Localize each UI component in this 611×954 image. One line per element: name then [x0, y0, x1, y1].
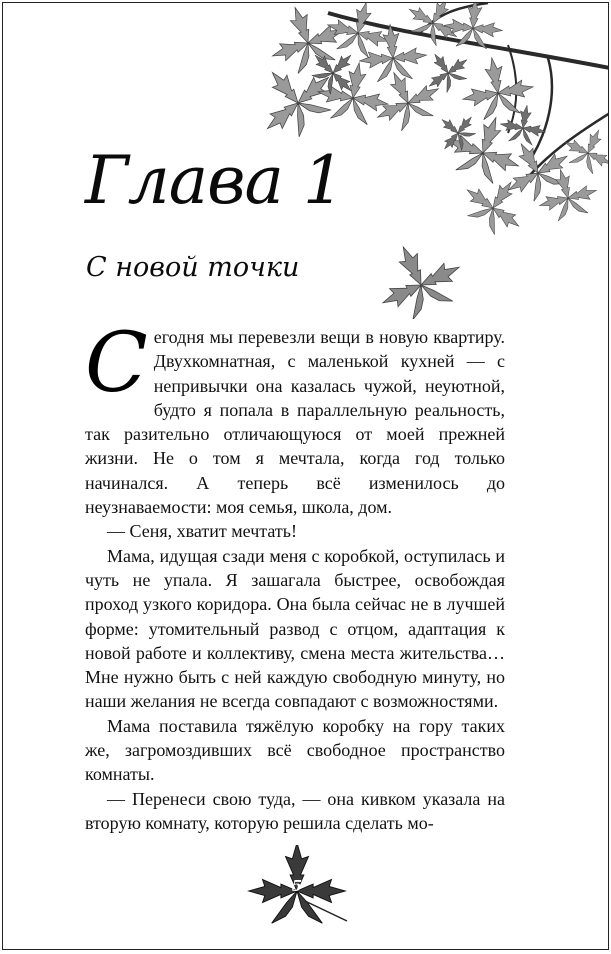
chapter-subtitle: С новой точки: [86, 252, 300, 283]
paragraph: — Сеня, хватит мечтать!: [107, 521, 297, 542]
page-number-badge: [240, 845, 355, 925]
chapter-body: [85, 316, 505, 835]
paragraph: [85, 316, 505, 519]
paragraph-text: егодня мы перевезли вещи в новую квартиру. Двухкомнатная, с маленькой кухней — с непривычки она казалась чужой, неуютной, будто я попала в параллельную реальность, так разительно отличающуюся от моей прежней жизни. Не о том я мечтала, когда год только начинался. А теперь всё изменилось до неузнаваемости: моя семья, школа, дом.: [85, 327, 505, 518]
paragraph: Мама поставила тяжёлую коробку на гору таких же, загромоздивших всё свободное пространство комнаты.: [85, 715, 505, 785]
chapter-title: Глава 1: [85, 142, 344, 219]
drop-cap: С: [85, 316, 148, 411]
paragraph: Мама, идущая сзади меня с коробкой, оступилась и чуть не упала. Я зашагала быстрее, освобождая проход узкого коридора. Она была сейчас не в лучшей форме: утомительный развод с отцом, адаптация к новой работе и коллективу, смена места жительства… Мне нужно быть с ней каждую свободную минуту, но наши желания не всегда совпадают с возможностями.: [85, 545, 505, 712]
book-page: [2, 2, 609, 950]
paragraph: — Перенеси свою туда, — она кивком указала на вторую комнату, которую решила сделать мо-: [85, 788, 505, 833]
maple-leaf-icon: [375, 239, 467, 319]
page-number: 5: [291, 877, 303, 895]
